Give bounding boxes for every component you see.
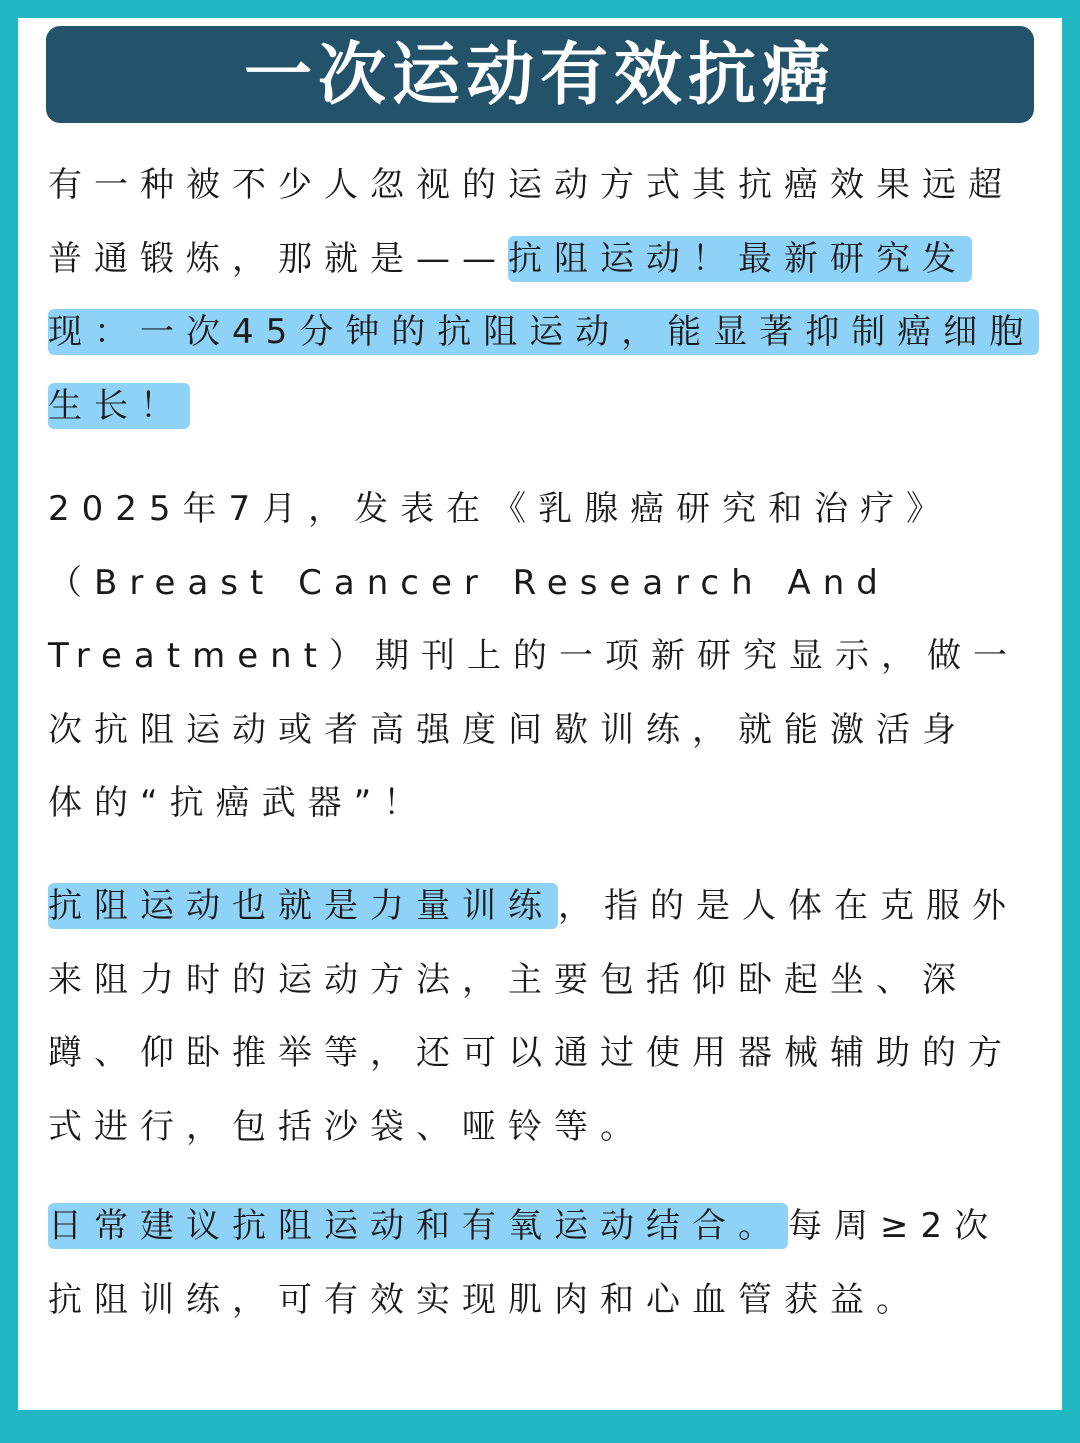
study-line-3: Treatment）期刊上的一项新研究显示，做一 [48,636,1020,676]
definition-text: ，指的是人体在克服外来阻力时的运动方法，主要包括仰卧起坐、深蹲、仰卧推举等，还可以通过使用器械辅助的方式进行，包括沙袋、哑铃等。 [48,886,1018,1147]
paragraph-definition [48,870,1038,1164]
study-line-5: 体的“抗癌武器”！ [48,783,430,823]
page-title: 一次运动有效抗癌 [243,34,836,115]
definition-highlight: 抗阻运动也就是力量训练 [48,883,558,929]
intro-highlight: 抗阻运动！最新研究发现：一次45分钟的抗阻运动，能显著抑制癌细胞生长！ [48,236,1039,429]
intro-text: 有一种被不少人忽视的运动方式其抗癌效果远超普通锻炼，那就是—— [48,165,1014,279]
advice-text: 每周≥2次抗阻训练，可有效实现肌肉和心血管获益。 [48,1206,1001,1320]
paragraph-study [48,473,1038,841]
title-banner [46,26,1034,123]
paragraph-advice [48,1190,1038,1337]
study-line-4: 次抗阻运动或者高强度间歇训练，就能激活身 [48,709,968,750]
advice-highlight: 日常建议抗阻运动和有氧运动结合。 [48,1203,788,1249]
paragraph-intro [48,149,1038,443]
study-line-2: （Breast Cancer Research And [48,562,890,603]
study-line-1: 2025年7月，发表在《乳腺癌研究和治疗》 [48,489,953,529]
